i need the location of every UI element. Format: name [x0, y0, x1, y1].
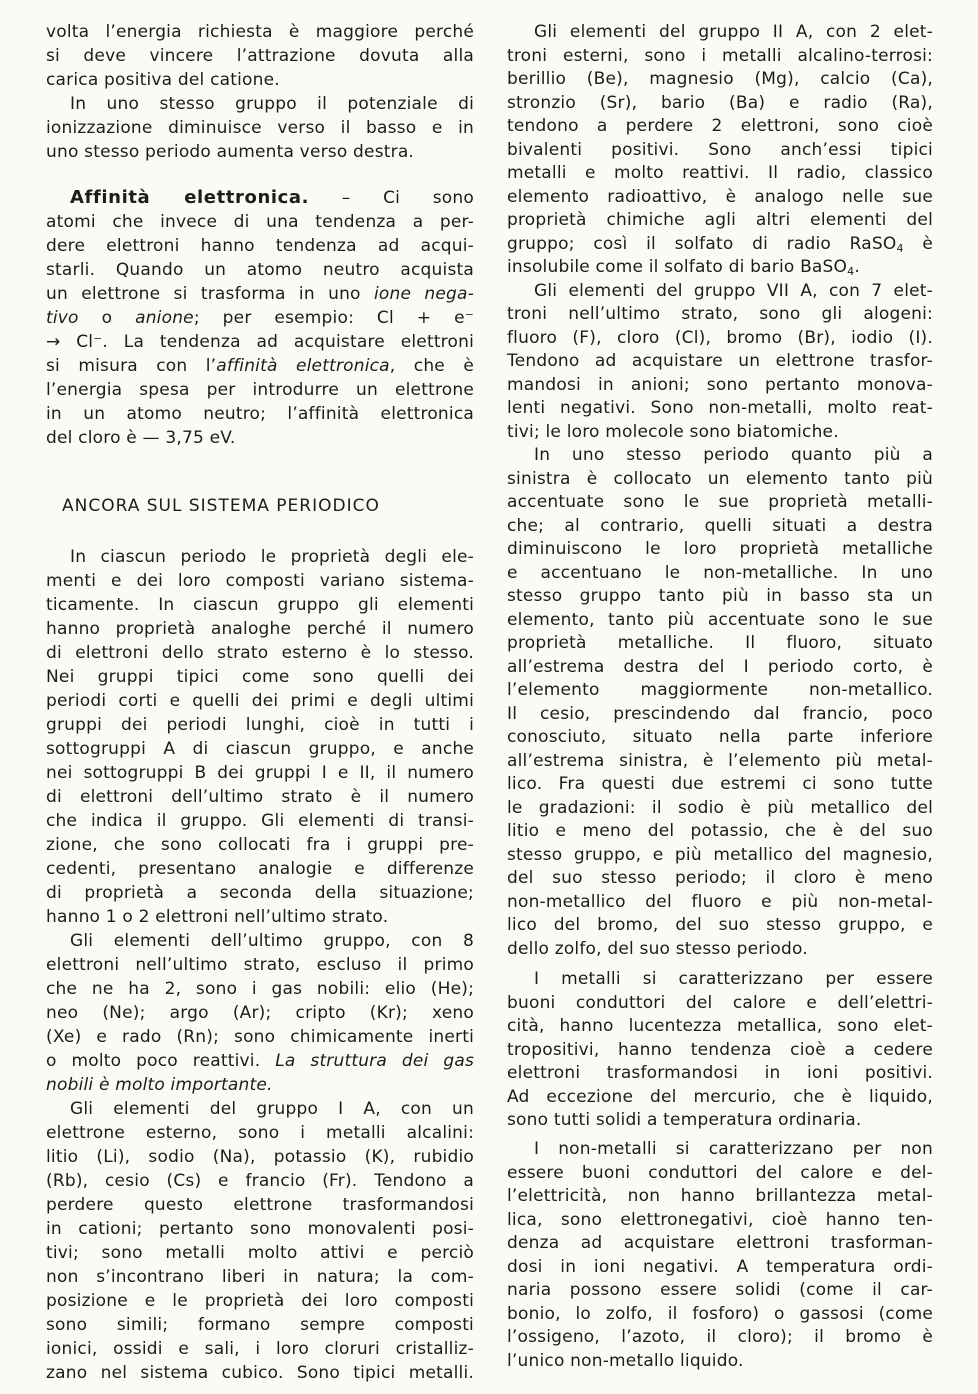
text-line: atomi che invece di una tendenza a per-: [46, 212, 474, 232]
text-line: elettroni nell’ultimo strato, escluso il primo: [46, 955, 474, 975]
text-line: [46, 1073, 474, 1097]
text-span: ; per esempio: Cl + e⁻: [193, 308, 474, 328]
text-line: lica, sono elettronegativi, cioè hanno ten-: [507, 1209, 933, 1230]
text-line: cità, hanno lucentezza metallica, sono elet-: [507, 1016, 933, 1036]
text-line: dello zolfo, del suo stesso periodo.: [507, 938, 808, 959]
text-line: che indica il gruppo. Gli elementi di transi-: [46, 811, 474, 831]
text-line: di proprietà a seconda della situazione;: [46, 883, 474, 903]
text-line: del cloro è — 3,75 eV.: [46, 428, 236, 448]
text-line: hanno 1 o 2 elettroni nell’ultimo strato.: [46, 907, 389, 927]
italic-term: La struttura dei gas: [275, 1051, 475, 1071]
text-line: Tendono ad acquistare un elettrone trasfor-: [507, 351, 933, 371]
text-line: l’elemento maggiormente non-metallico.: [507, 680, 933, 700]
text-line: In ciascun periodo le proprietà degli ele-: [70, 547, 474, 567]
text-line: le gradazioni: il sodio è più metallico del: [507, 797, 933, 818]
text-line: periodi corti e quelli dei primi e degli ultimi: [46, 691, 474, 711]
text-line: (Rb), cesio (Cs) e francio (Fr). Tendono a: [46, 1171, 474, 1191]
text-line: [507, 232, 933, 256]
section-heading: ANCORA SUL SISTEMA PERIODICO: [62, 496, 380, 516]
text-line: volta l’energia richiesta è maggiore perché: [46, 22, 474, 42]
text-span: o: [78, 308, 136, 328]
text-line: lico del bromo, del suo stesso gruppo, e: [507, 915, 933, 935]
text-line: hanno proprietà analoghe perché il numero: [46, 619, 474, 639]
text-line: naria possono essere solidi (come il car-: [507, 1280, 933, 1300]
text-line: carica positiva del catione.: [46, 70, 280, 90]
text-line: bonio, lo zolfo, il fosforo) o gassosi (come: [507, 1303, 933, 1324]
text-line: in cationi; pertanto sono monovalenti posi-: [46, 1219, 474, 1239]
text-line: zano nel sistema cubico. Sono tipici metalli.: [46, 1363, 474, 1383]
text-line: sottogruppi A di ciascun gruppo, e anche: [46, 739, 474, 759]
text-line: l’elettricità, non hanno brillantezza metal-: [507, 1186, 933, 1206]
text-line: lico. Fra questi due estremi ci sono tutte: [507, 774, 933, 794]
text-span: , che è: [389, 356, 474, 376]
subscript: 4: [896, 241, 904, 255]
text-line: tivi; sono metalli molto attivi e perciò: [46, 1243, 474, 1263]
text-line: all’estrema sinistra, è l’elemento più metal-: [507, 750, 933, 771]
text-line: litio e meno del potassio, che è del suo: [507, 821, 933, 841]
text-line: [46, 1049, 474, 1073]
text-line: denza ad acquistare elettroni trasforman-: [507, 1233, 933, 1253]
text-line: I metalli si caratterizzano per essere: [534, 969, 933, 989]
text-line: stronzio (Sr), bario (Ba) e radio (Ra),: [507, 92, 933, 113]
text-line: ionizzazione diminuisce verso il basso e in: [46, 118, 474, 138]
text-line: troni esterni, sono i metalli alcalino-terrosi:: [507, 45, 933, 66]
text-line: mandosi in anioni; sono pertanto monova-: [507, 374, 933, 395]
text-line: gruppi dei periodi lunghi, cioè in tutti i: [46, 715, 474, 735]
text-line: neo (Ne); argo (Ar); cripto (Kr); xeno: [46, 1003, 474, 1023]
text-line: lenti negativi. Sono non-metalli, molto reat-: [507, 398, 933, 418]
text-line: buoni conduttori del calore e dell’elettri-: [507, 992, 933, 1013]
text-line: sono simili; formano sempre composti: [46, 1315, 474, 1335]
text-line: I non-metalli si caratterizzano per non: [534, 1139, 933, 1159]
text-line: posizione e le proprietà dei loro composti: [46, 1291, 474, 1311]
text-line: → Cl⁻. La tendenza ad acquistare elettroni: [46, 332, 474, 352]
italic-term: anione: [135, 308, 194, 328]
text-line: tendono a perdere 2 elettroni, sono cioè: [507, 116, 933, 136]
text-line: Il cesio, prescindendo dal francio, poco: [507, 703, 933, 724]
text-line: perdere questo elettrone trasformandosi: [46, 1195, 474, 1215]
text-line: Ad eccezione del mercurio, che è liquido,: [507, 1086, 933, 1107]
italic-term: nobili è molto importante.: [46, 1075, 273, 1095]
text-line: tivi; le loro molecole sono biatomiche.: [507, 421, 839, 442]
text-span: – Ci sono: [341, 188, 474, 208]
text-line: che; al contrario, quelli situati a destra: [507, 515, 933, 536]
text-line: bivalenti positivi. Sono anch’essi tipici: [507, 139, 933, 160]
text-line: ticamente. In ciascun gruppo gli elementi: [46, 595, 474, 615]
text-span: o molto poco reattivi.: [46, 1051, 276, 1071]
text-span: si misura con l’: [46, 356, 217, 376]
text-span: è: [903, 233, 933, 254]
text-line: zione, che sono collocati fra i gruppi pre-: [46, 835, 474, 855]
text-line: accentuate sono le sue proprietà metalli-: [507, 492, 933, 512]
text-line: metalli e molto reattivi. Il radio, classico: [507, 163, 933, 183]
text-line: Gli elementi del gruppo II A, con 2 elet-: [534, 22, 933, 42]
paragraph-heading: Affinità elettronica.: [70, 187, 310, 208]
text-line: [46, 354, 474, 378]
text-line: [507, 255, 933, 279]
text-line: del suo stesso periodo; il cloro è meno: [507, 868, 933, 888]
text-line: che ne ha 2, sono i gas nobili: elio (He);: [46, 979, 474, 999]
text-line: dosi in ioni negativi. A temperatura ordi-: [507, 1256, 933, 1277]
text-line: elettrone esterno, sono i metalli alcalini:: [46, 1123, 474, 1143]
text-line: di elettroni dello strato esterno è lo stesso.: [46, 643, 474, 663]
text-line: tropositivi, hanno tendenza cioè a cedere: [507, 1039, 933, 1060]
text-line: l’unico non-metallo liquido.: [507, 1350, 744, 1371]
text-span: gruppo; così il solfato di radio RaSO: [507, 233, 897, 254]
text-span: .: [854, 257, 860, 277]
text-line: l’energia spesa per introdurre un elettrone: [46, 380, 474, 400]
text-line: all’estrema destra del I periodo corto, è: [507, 656, 933, 677]
text-line: essere buoni conduttori del calore e del-: [507, 1162, 933, 1183]
text-line: nei sottogruppi B dei gruppi I e II, il numero: [46, 763, 474, 783]
text-line: fluoro (F), cloro (Cl), bromo (Br), iodio (I).: [507, 327, 933, 348]
text-line: di elettroni dell’ultimo strato è il numero: [46, 787, 474, 807]
text-line: stesso gruppo, e più metallico del magnesio,: [507, 844, 933, 865]
text-line: dere elettroni hanno tendenza ad acqui-: [46, 236, 474, 256]
text-line: sono tutti solidi a temperatura ordinaria.: [507, 1110, 862, 1130]
text-line: troni nell’ultimo strato, sono gli alogeni:: [507, 304, 933, 324]
text-line: si deve vincere l’attrazione dovuta alla: [46, 46, 474, 66]
text-line: proprietà metalliche. Il fluoro, situato: [507, 633, 933, 653]
text-line: In uno stesso periodo quanto più a: [534, 445, 933, 465]
text-line: starli. Quando un atomo neutro acquista: [46, 260, 474, 280]
text-line: [46, 306, 474, 330]
text-line: elemento radioattivo, è analogo nelle sue: [507, 186, 933, 207]
text-line: Nei gruppi tipici come sono quelli dei: [46, 667, 474, 687]
text-line: Gli elementi dell’ultimo gruppo, con 8: [70, 931, 474, 951]
text-line: Gli elementi del gruppo I A, con un: [70, 1099, 474, 1119]
text-span: un elettrone si trasforma in uno: [46, 284, 374, 304]
text-line: ionici, ossidi e sali, i loro cloruri cristalliz-: [46, 1339, 474, 1359]
italic-term: tivo: [46, 308, 79, 328]
text-line: stesso gruppo tanto più in basso sta un: [507, 586, 933, 606]
text-line: berillio (Be), magnesio (Mg), calcio (Ca),: [507, 69, 933, 89]
text-line: l’ossigeno, l’azoto, il cloro); il bromo è: [507, 1327, 933, 1347]
text-line: e accentuano le non-metalliche. In uno: [507, 562, 933, 583]
text-line: (Xe) e rado (Rn); sono chimicamente inerti: [46, 1027, 474, 1047]
text-line: proprietà chimiche agli altri elementi del: [507, 210, 933, 230]
text-line: menti e dei loro composti variano sistema-: [46, 571, 474, 591]
text-line: [46, 282, 474, 306]
text-line: elemento, tanto più accentuate sono le sue: [507, 609, 933, 630]
text-line: sinistra è collocato un elemento tanto più: [507, 468, 933, 489]
text-line: uno stesso periodo aumenta verso destra.: [46, 142, 415, 162]
text-line: Gli elementi del gruppo VII A, con 7 elet-: [534, 280, 933, 301]
italic-term: affinità elettronica: [216, 356, 390, 376]
text-line: non-metallico del fluoro e più non-metal-: [507, 891, 933, 912]
subscript: 4: [847, 265, 855, 278]
text-line: conosciuto, situato nella parte inferiore: [507, 727, 933, 747]
text-line: litio (Li), sodio (Na), potassio (K), rubidio: [46, 1147, 474, 1167]
text-span: insolubile come il solfato di bario BaSO: [507, 257, 848, 277]
text-line: cedenti, presentano analogie e differenze: [46, 859, 474, 879]
text-line: in un atomo neutro; l’affinità elettronica: [46, 404, 474, 424]
text-line: non s’incontrano liberi in natura; la com-: [46, 1267, 474, 1287]
text-line: diminuiscono le loro proprietà metalliche: [507, 539, 933, 559]
italic-term: ione nega-: [373, 284, 474, 304]
text-line: In uno stesso gruppo il potenziale di: [70, 94, 474, 114]
paragraph-heading-line: [46, 186, 474, 210]
text-line: elettroni trasformandosi in ioni positivi.: [507, 1063, 933, 1083]
